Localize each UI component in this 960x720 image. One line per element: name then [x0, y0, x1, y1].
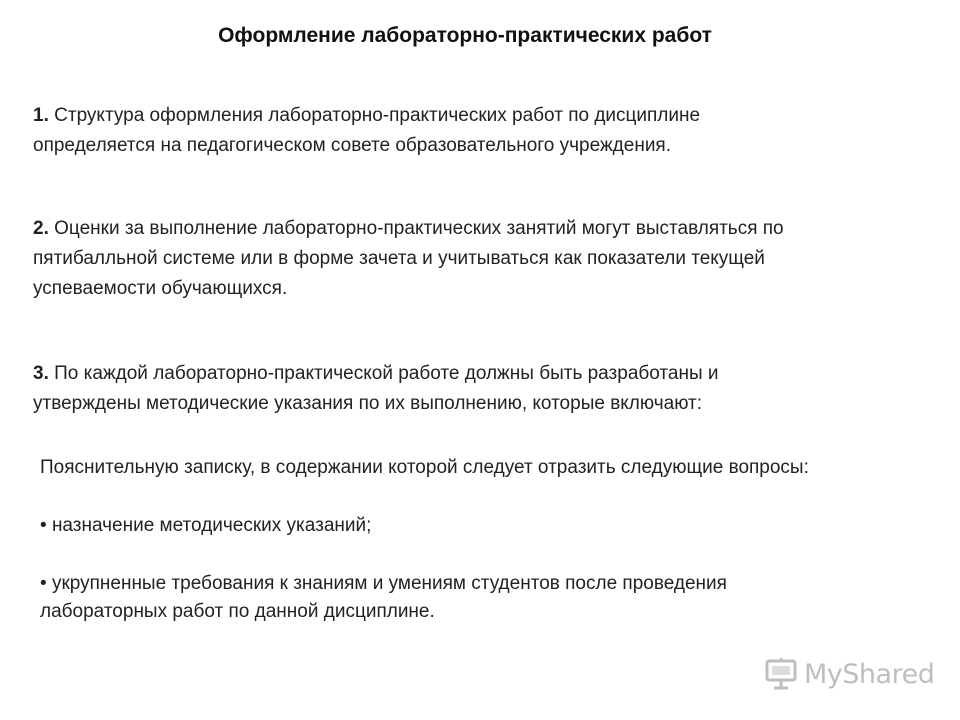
point-2-number: 2.: [33, 218, 49, 239]
bullet-item-2-text-line-2: лабораторных работ по данной дисциплине.: [40, 601, 435, 622]
watermark-text: MyShared: [804, 658, 935, 690]
bullet-item-2: [40, 570, 940, 626]
bullet-mark: •: [40, 515, 47, 536]
point-3-text-line-2: утверждены методические указания по их выполнению, которые включают:: [33, 393, 703, 414]
explanatory-note-intro: Пояснительную записку, в содержании которой следует отразить следующие вопросы:: [40, 457, 809, 478]
point-2-text-line-2: пятибалльной системе или в форме зачета и учитываться как показатели текущей: [33, 248, 765, 269]
bullet-item-1-text: назначение методических указаний;: [51, 515, 372, 536]
bullet-item-1: [40, 512, 940, 540]
point-3-text-line-1: По каждой лабораторно-практической работе должны быть разработаны и: [54, 363, 719, 384]
slide-title: Оформление лабораторно-практических работ: [218, 24, 712, 47]
point-2: [33, 214, 913, 304]
point-1-text-line-2: определяется на педагогическом совете образовательного учреждения.: [33, 135, 671, 156]
myshared-watermark: [764, 654, 934, 694]
point-2-text-line-1: Оценки за выполнение лабораторно-практических занятий могут выставляться по: [54, 218, 784, 239]
point-3-number: 3.: [33, 363, 49, 384]
point-1-text-line-1: Структура оформления лабораторно-практических работ по дисциплине: [54, 105, 701, 126]
bullet-item-2-text-line-1: укрупненные требования к знаниям и умениям студентов после проведения: [51, 573, 727, 594]
bullet-mark: •: [40, 573, 47, 594]
point-1-number: 1.: [33, 105, 49, 126]
point-2-text-line-3: успеваемости обучающихся.: [33, 278, 288, 299]
point-3: [33, 359, 913, 419]
point-1: [33, 101, 913, 161]
presentation-board-icon: [764, 657, 798, 691]
